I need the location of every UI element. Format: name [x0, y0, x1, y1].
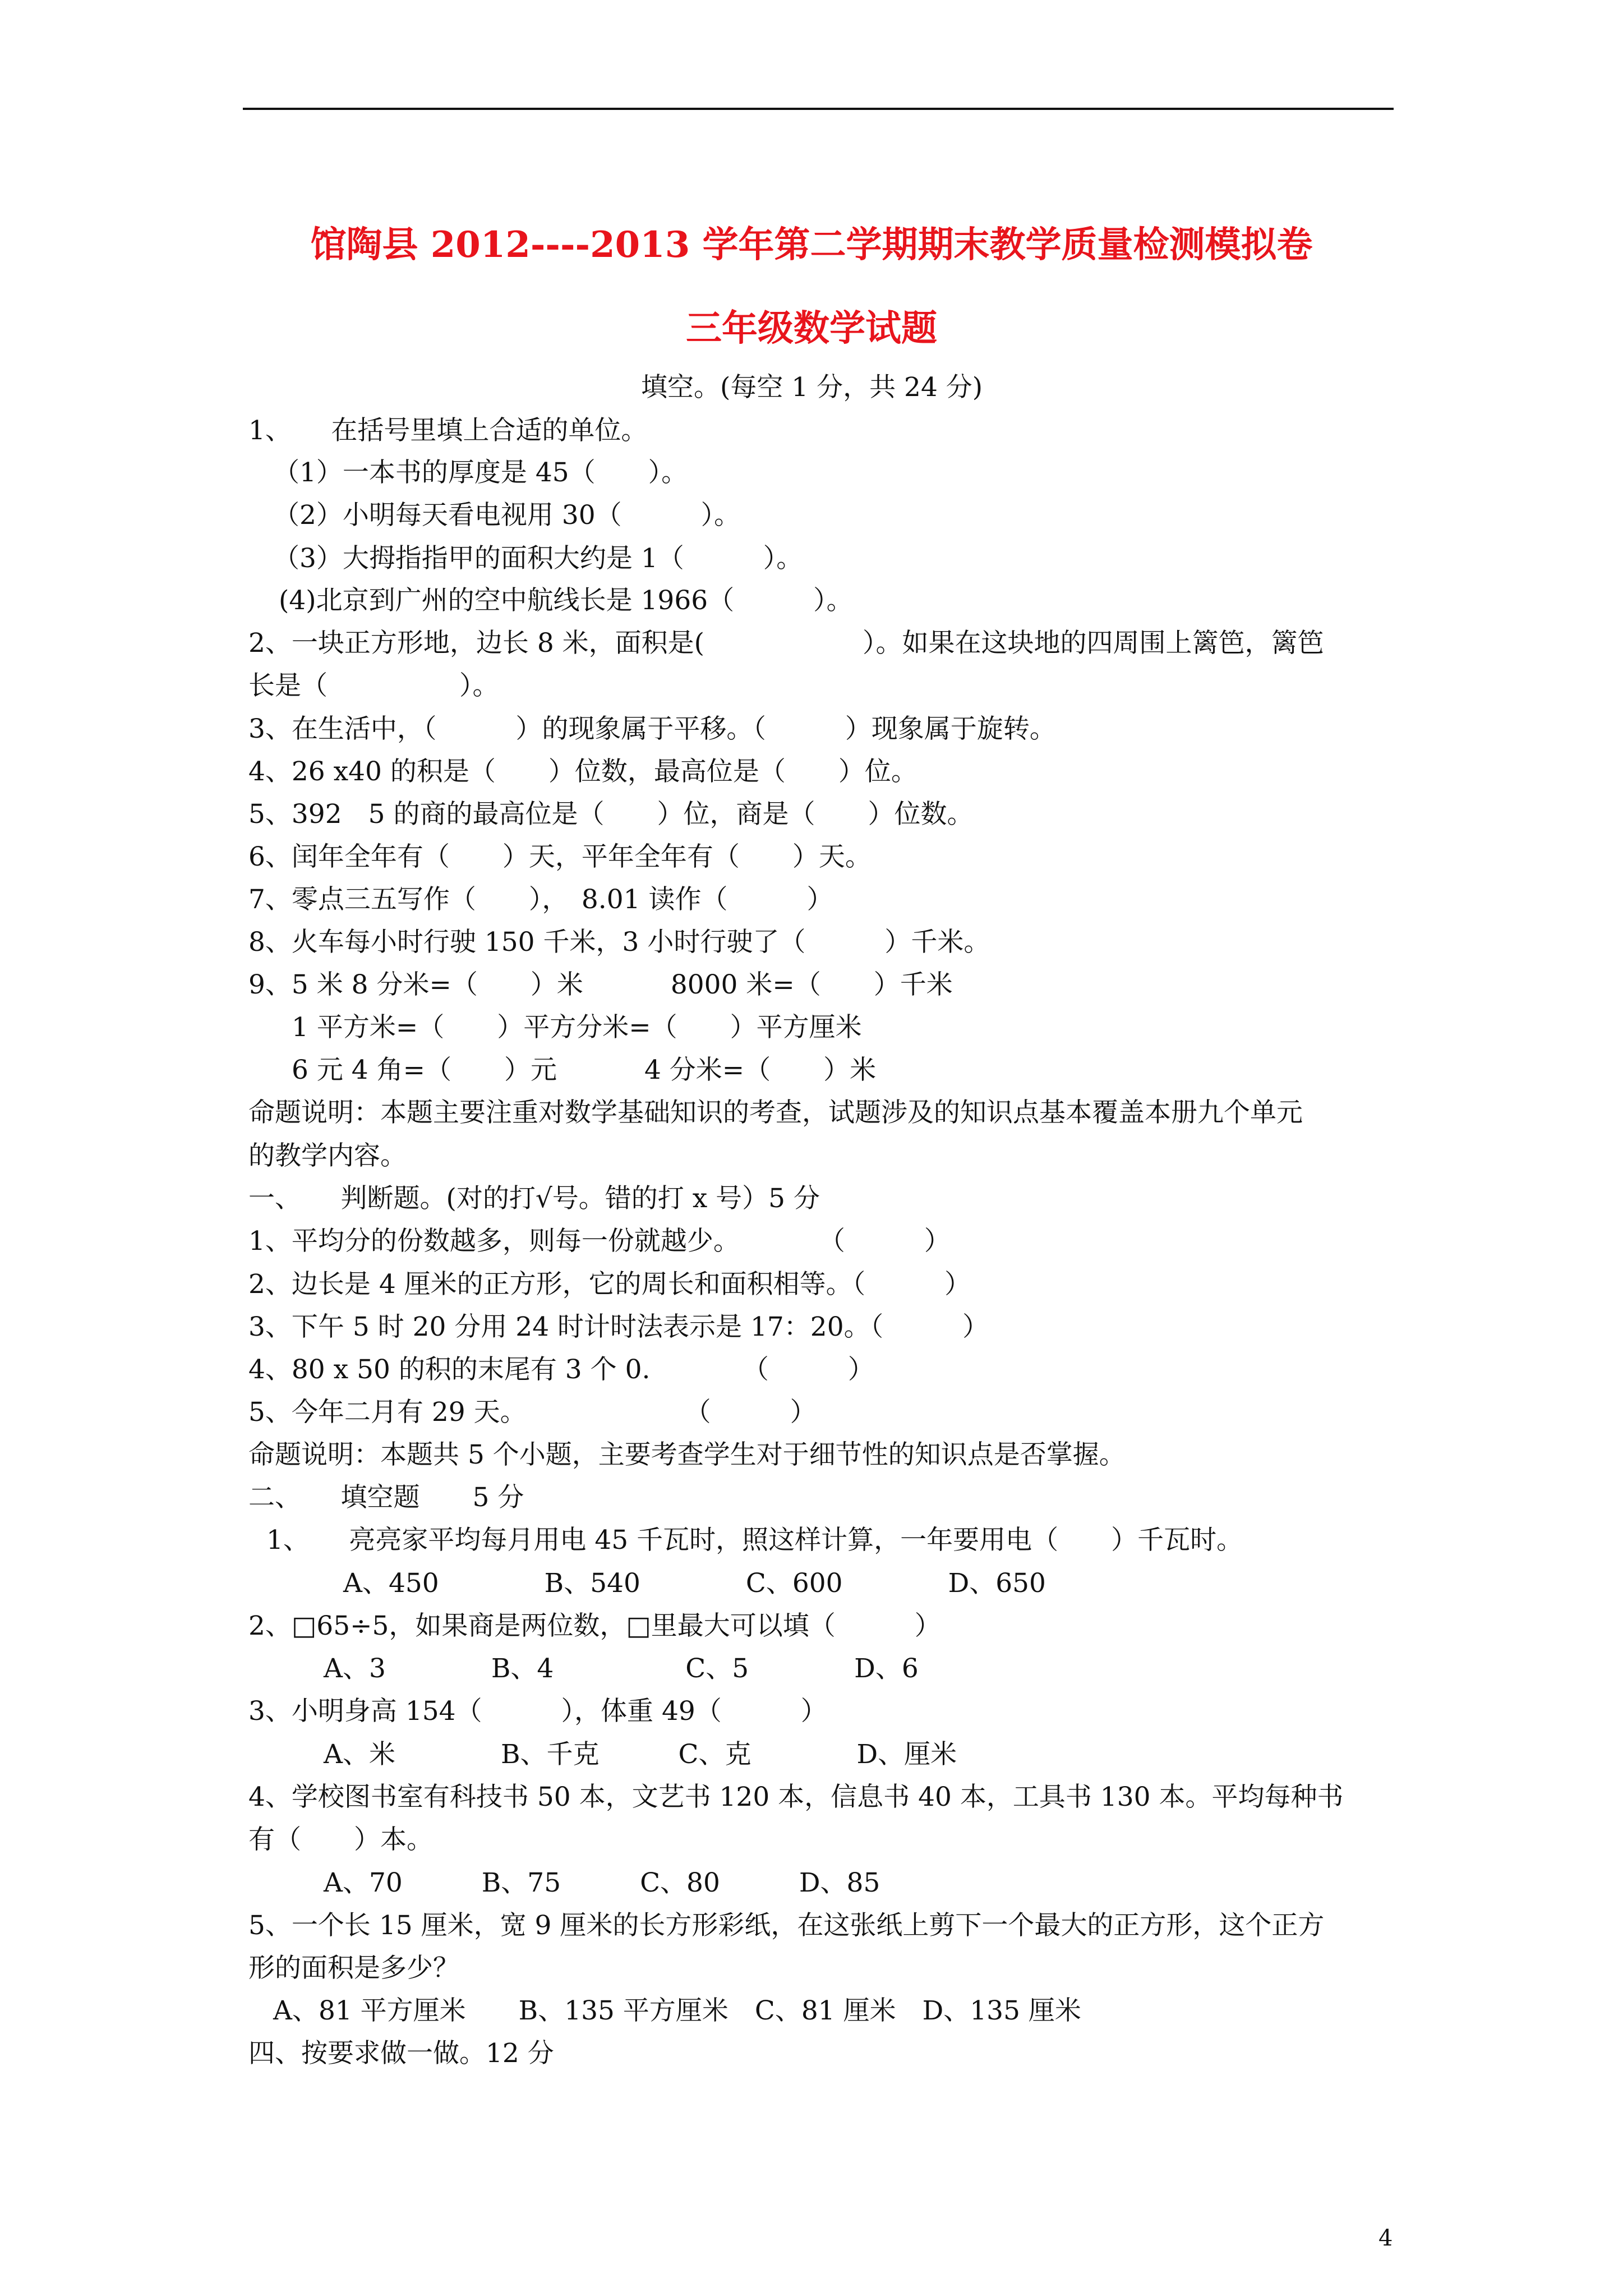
page-number: 4	[1378, 2225, 1393, 2251]
section-heading-fill-blanks: 填空。(每空 1 分，共 24 分)	[641, 372, 983, 403]
question-line: 1、 在括号里填上合适的单位。	[248, 415, 648, 446]
header-rule	[243, 108, 1394, 110]
question-line: 9、5 米 8 分米=（ ）米 8000 米=（ ）千米	[248, 969, 953, 1000]
question-line: 一、 判断题。(对的打√号。错的打 x 号）5 分	[248, 1183, 820, 1214]
question-line: 8、火车每小时行驶 150 千米，3 小时行驶了（ ）千米。	[248, 927, 990, 958]
answer-options: A、81 平方厘米 B、135 平方厘米 C、81 厘米 D、135 厘米	[273, 1995, 1081, 2026]
question-line: 1 平方米=（ ）平方分米=（ ）平方厘米	[292, 1012, 862, 1043]
question-line: 二、 填空题 5 分	[248, 1482, 524, 1513]
question-line: 5、一个长 15 厘米，宽 9 厘米的长方形彩纸，在这张纸上剪下一个最大的正方形，这个正方	[248, 1910, 1325, 1941]
question-line: 6 元 4 角=（ ）元 4 分米=（ ）米	[292, 1055, 877, 1085]
answer-options: A、70 B、75 C、80 D、85	[324, 1867, 880, 1898]
question-line: 3、在生活中，（ ）的现象属于平移。（ ）现象属于旋转。	[248, 714, 1056, 744]
question-line: 命题说明：本题共 5 个小题，主要考查学生对于细节性的知识点是否掌握。	[248, 1439, 1126, 1470]
answer-options: A、3 B、4 C、5 D、6	[324, 1653, 919, 1684]
question-line: (4)北京到广州的空中航线长是 1966（ ）。	[279, 585, 853, 616]
question-line: 5、392 5 的商的最高位是（ ）位，商是（ ）位数。	[248, 799, 974, 830]
question-line: （1）一本书的厚度是 45（ ）。	[273, 457, 688, 488]
answer-options: A、450 B、540 C、600 D、650	[343, 1568, 1046, 1599]
question-line: 形的面积是多少？	[248, 1953, 459, 1984]
question-line: 6、闰年全年有（ ）天，平年全年有（ ）天。	[248, 841, 872, 872]
question-line: 1、 亮亮家平均每月用电 45 千瓦时，照这样计算，一年要用电（ ）千瓦时。	[266, 1525, 1243, 1556]
question-line: 1、平均分的份数越多，则每一份就越少。 （ ）	[248, 1226, 951, 1257]
question-line: 7、零点三五写作（ ）， 8.01 读作（ ）	[248, 884, 833, 915]
question-line: 有（ ）本。	[248, 1824, 433, 1855]
question-line: 2、边长是 4 厘米的正方形，它的周长和面积相等。（ ）	[248, 1269, 971, 1300]
question-line: 5、今年二月有 29 天。 （ ）	[248, 1397, 817, 1428]
question-line: 2、一块正方形地，边长 8 米，面积是( ）。如果在这块地的四周围上篱笆，篱笆	[248, 628, 1324, 659]
question-line: （3）大拇指指甲的面积大约是 1（ ）。	[273, 543, 803, 574]
question-line: 长是（ ）。	[248, 670, 499, 701]
question-line: 4、26 x40 的积是（ ）位数，最高位是（ ）位。	[248, 756, 917, 787]
question-line: （2）小明每天看电视用 30（ ）。	[273, 500, 741, 531]
document-title: 馆陶县 2012----2013 学年第二学期期末教学质量检测模拟卷	[310, 224, 1313, 266]
section-heading: 四、按要求做一做。12 分	[248, 2038, 554, 2069]
question-line: 4、学校图书室有科技书 50 本，文艺书 120 本，信息书 40 本，工具书 130 本。平均每种书	[248, 1782, 1344, 1812]
answer-options: A、米 B、千克 C、克 D、厘米	[324, 1739, 957, 1770]
question-line: 命题说明：本题主要注重对数学基础知识的考查，试题涉及的知识点基本覆盖本册九个单元	[248, 1097, 1303, 1128]
question-line: 4、80 x 50 的积的末尾有 3 个 0. （ ）	[248, 1354, 874, 1385]
question-line: 的教学内容。	[248, 1140, 407, 1171]
question-line: 2、□65÷5，如果商是两位数，□里最大可以填（ ）	[248, 1611, 941, 1641]
question-line: 3、小明身高 154（ ），体重 49（ ）	[248, 1696, 827, 1727]
question-line: 3、下午 5 时 20 分用 24 时计时法表示是 17：20。（ ）	[248, 1312, 989, 1342]
document-subtitle: 三年级数学试题	[686, 307, 937, 349]
